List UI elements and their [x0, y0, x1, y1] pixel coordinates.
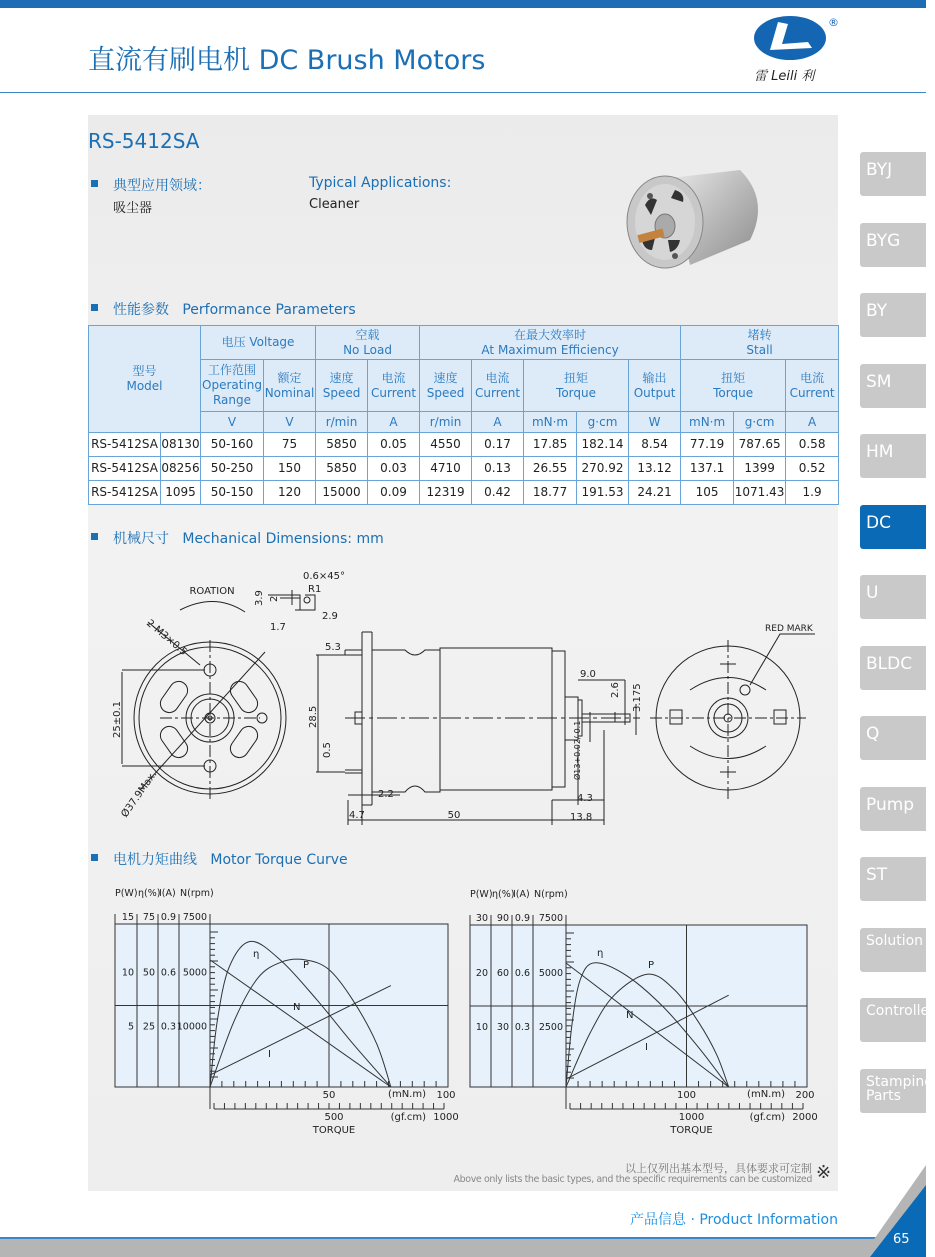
x-unit-label: (mN.m) [747, 1089, 785, 1100]
table-cell: 5850 [316, 433, 368, 457]
table-cell: 182.14 [577, 433, 629, 457]
x-axis-title: TORQUE [312, 1125, 356, 1136]
axis-tick-label: 7500 [182, 912, 207, 923]
heading-en: Performance Parameters [182, 302, 356, 318]
applications-value-en: Cleaner [309, 197, 360, 212]
axis-header: N(rpm) [180, 888, 214, 899]
table-cell: 5850 [316, 457, 368, 481]
axis-header: P(W) [115, 888, 138, 899]
table-cell: RS-5412SA [89, 457, 161, 481]
model-title: RS-5412SA [88, 129, 200, 153]
tab-st[interactable]: ST [860, 857, 926, 901]
page-number: 65 [893, 1232, 910, 1247]
table-cell: 191.53 [577, 481, 629, 505]
table-cell: 26.55 [524, 457, 577, 481]
table-cell: 4550 [420, 433, 472, 457]
axis-tick-label: 5000 [182, 967, 207, 979]
tab-controller[interactable]: Controller [860, 998, 926, 1042]
axis-tick-label: 90 [496, 913, 509, 924]
series-label: P [303, 960, 310, 971]
axis-tick-label: 0.9 [160, 912, 176, 923]
axis-tick-label: 7500 [538, 913, 563, 924]
table-cell: 0.03 [368, 457, 420, 481]
axis-tick-label: 0.3 [514, 1022, 530, 1033]
tab-byg[interactable]: BYG [860, 223, 926, 267]
axis-tick-label: 50 [142, 967, 155, 979]
subheader: 额定 Nominal [264, 360, 316, 412]
dimension-d39: 3.9 [254, 590, 265, 606]
tab-stamping-parts[interactable]: Stamping Parts [860, 1069, 926, 1113]
unit-cell: A [472, 412, 524, 433]
heading-en: Motor Torque Curve [210, 852, 348, 868]
axis-tick-label: 5 [127, 1021, 134, 1033]
header-noload: 空载 No Load [316, 326, 420, 360]
registered-mark: ® [828, 16, 839, 29]
subheader: 扭矩 Torque [681, 360, 786, 412]
torque-chart-1 [115, 888, 459, 1136]
dimension-d90: 9.0 [580, 669, 596, 680]
dimension-d05: 0.5 [322, 742, 333, 758]
bottom-bar [0, 1237, 926, 1257]
series-label: N [626, 1010, 634, 1021]
table-cell: 8.54 [629, 433, 681, 457]
dimension-rotation: ROATION [189, 586, 235, 597]
axis-tick-label: 0.9 [514, 913, 530, 924]
dimension-d29: 2.9 [322, 611, 338, 622]
axis-tick-label: 0.6 [514, 968, 530, 979]
subheader: 电流 Current [368, 360, 420, 412]
table-cell: 150 [264, 457, 316, 481]
table-cell: 120 [264, 481, 316, 505]
dimension-d25: 25±0.1 [112, 700, 123, 738]
series-label: P [648, 960, 655, 971]
applications-value-cn: 吸尘器 [113, 201, 153, 216]
table-cell: 1071.43 [734, 481, 786, 505]
axis-tick-label: 10000 [176, 1021, 207, 1033]
axis-header: P(W) [470, 889, 493, 900]
axis-tick-label: 15 [121, 912, 134, 923]
table-cell: 50-160 [201, 433, 264, 457]
table-cell: 1.9 [786, 481, 839, 505]
subheader: 电流 Current [786, 360, 839, 412]
dimension-r1: R1 [308, 584, 322, 595]
series-label: η [253, 949, 260, 960]
dimension-d53: 5.3 [325, 642, 341, 653]
axis-tick-label: 20 [475, 968, 488, 979]
note-en: Above only lists the basic types, and the specific requirements can be customized [453, 1174, 812, 1185]
dimension-d43: 4.3 [577, 793, 593, 804]
x-axis-title: TORQUE [670, 1125, 713, 1136]
x-unit-label: (gf.cm) [390, 1112, 426, 1123]
table-cell: 270.92 [577, 457, 629, 481]
series-label: I [645, 1042, 648, 1053]
unit-cell: V [264, 412, 316, 433]
axis-tick-label: 60 [496, 968, 509, 979]
dimension-d2: 2 [269, 595, 280, 602]
tab-by[interactable]: BY [860, 293, 926, 337]
dimension-d17: 1.7 [270, 622, 286, 633]
heading-cn: 机械尺寸 [113, 531, 169, 547]
dimension-chamfer: 0.6×45° [303, 571, 346, 582]
unit-cell: mN·m [681, 412, 734, 433]
note-cn: 以上仅列出基本型号，具体要求可定制 [625, 1162, 812, 1175]
subheader: 速度 Speed [420, 360, 472, 412]
unit-cell: A [368, 412, 420, 433]
axis-tick-label: 75 [142, 912, 155, 923]
table-cell: 0.42 [472, 481, 524, 505]
table-cell: 137.1 [681, 457, 734, 481]
axis-tick-label: 0.6 [160, 967, 176, 979]
table-cell: 08130 [161, 433, 201, 457]
table-cell: 75 [264, 433, 316, 457]
dimension-d26: 2.6 [610, 682, 621, 698]
dimension-d22: 2.2 [378, 789, 394, 800]
tab-hm[interactable]: HM [860, 434, 926, 478]
header-voltage: 电压 Voltage [201, 326, 316, 360]
axis-tick-label: 0.3 [160, 1021, 176, 1033]
dimension-dia: Ø37.9Max. [119, 769, 160, 820]
x-tick-label: 50 [322, 1090, 336, 1101]
header-model: 型号 Model [89, 326, 201, 433]
unit-cell: g·cm [577, 412, 629, 433]
logo-text: 雷 Leili 利 [754, 69, 815, 84]
table-cell: 17.85 [524, 433, 577, 457]
applications-label-en: Typical Applications: [309, 175, 452, 191]
x-tick-label: 2000 [792, 1112, 818, 1123]
table-cell: 4710 [420, 457, 472, 481]
axis-tick-label: 30 [496, 1022, 509, 1033]
subheader: 输出 Output [629, 360, 681, 412]
heading-cn: 电机力矩曲线 [113, 852, 197, 868]
x-tick-label: 200 [795, 1090, 815, 1101]
table-cell: 1095 [161, 481, 201, 505]
axis-header: I(A) [159, 888, 176, 899]
axis-tick-label: 30 [475, 913, 488, 924]
axis-header: I(A) [513, 889, 530, 900]
unit-cell: g·cm [734, 412, 786, 433]
table-cell: 787.65 [734, 433, 786, 457]
table-cell: 0.17 [472, 433, 524, 457]
series-label: η [597, 948, 604, 959]
x-tick-label: 100 [676, 1090, 697, 1101]
axis-header: η(%) [492, 889, 515, 900]
tab-bldc[interactable]: BLDC [860, 646, 926, 690]
table-cell: 15000 [316, 481, 368, 505]
subheader: 工作范围 Operating Range [201, 360, 264, 412]
table-cell: 50-250 [201, 457, 264, 481]
unit-cell: mN·m [524, 412, 577, 433]
table-cell: 18.77 [524, 481, 577, 505]
tab-q[interactable]: Q [860, 716, 926, 760]
table-cell: 77.19 [681, 433, 734, 457]
table-cell: 12319 [420, 481, 472, 505]
footer-label: 产品信息 · Product Information [630, 1212, 838, 1228]
axis-tick-label: 25 [142, 1021, 155, 1033]
table-cell: 0.52 [786, 457, 839, 481]
page-corner [840, 1165, 926, 1257]
x-tick-label: 500 [324, 1112, 344, 1123]
unit-cell: A [786, 412, 839, 433]
tab-byj[interactable]: BYJ [860, 152, 926, 196]
dimension-d138: 13.8 [570, 812, 593, 823]
x-unit-label: (mN.m) [388, 1089, 426, 1100]
table-cell: 08256 [161, 457, 201, 481]
axis-tick-label: 5000 [538, 968, 563, 979]
table-cell: RS-5412SA [89, 481, 161, 505]
axis-tick-label: 2500 [538, 1022, 563, 1033]
x-tick-label: 1000 [678, 1112, 705, 1123]
unit-cell: r/min [420, 412, 472, 433]
tab-u[interactable]: U [860, 575, 926, 619]
heading-cn: 性能参数 [113, 302, 169, 318]
applications-label-cn: 典型应用领域： [113, 178, 211, 194]
table-cell: 0.05 [368, 433, 420, 457]
table-cell: 0.58 [786, 433, 839, 457]
x-unit-label: (gf.cm) [749, 1112, 785, 1123]
dimension-d13: Ø13+0.02/-0.1 [573, 720, 582, 780]
axis-header: η(%) [138, 888, 161, 899]
axis-tick-label: 10 [475, 1022, 488, 1033]
table-cell: 0.13 [472, 457, 524, 481]
table-cell: 24.21 [629, 481, 681, 505]
heading-en: Mechanical Dimensions: mm [182, 531, 384, 547]
unit-cell: W [629, 412, 681, 433]
axis-header: N(rpm) [534, 889, 568, 900]
subheader: 电流 Current [472, 360, 524, 412]
table-cell: 1399 [734, 457, 786, 481]
torque-chart-2 [470, 889, 818, 1136]
dimension-screw: 2-M3×0.5 [144, 617, 189, 658]
dimension-d50: 50 [447, 810, 461, 821]
dimension-redmark: RED MARK [765, 624, 813, 634]
subheader: 速度 Speed [316, 360, 368, 412]
header-max-efficiency: 在最大效率时 At Maximum Efficiency [420, 326, 681, 360]
tab-dc[interactable]: DC [860, 505, 926, 549]
x-tick-label: 100 [436, 1090, 456, 1101]
note-mark: ※ [816, 1162, 832, 1183]
dimension-d285: 28.5 [308, 705, 319, 728]
series-label: N [293, 1002, 301, 1013]
page-title: 直流有刷电机 DC Brush Motors [88, 45, 486, 76]
axis-tick-label: 10 [121, 967, 134, 979]
series-label: I [268, 1049, 271, 1060]
x-tick-label: 1000 [433, 1112, 459, 1123]
dimension-d47: 4.7 [349, 810, 365, 821]
table-cell: RS-5412SA [89, 433, 161, 457]
header-stall: 堵转 Stall [681, 326, 839, 360]
tab-pump[interactable]: Pump [860, 787, 926, 831]
unit-cell: r/min [316, 412, 368, 433]
table-cell: 105 [681, 481, 734, 505]
dimension-d3175: 3.175 [632, 683, 643, 712]
table-cell: 0.09 [368, 481, 420, 505]
unit-cell: V [201, 412, 264, 433]
tab-solution[interactable]: Solution [860, 928, 926, 972]
table-cell: 13.12 [629, 457, 681, 481]
table-cell: 50-150 [201, 481, 264, 505]
tab-sm[interactable]: SM [860, 364, 926, 408]
subheader: 扭矩 Torque [524, 360, 629, 412]
